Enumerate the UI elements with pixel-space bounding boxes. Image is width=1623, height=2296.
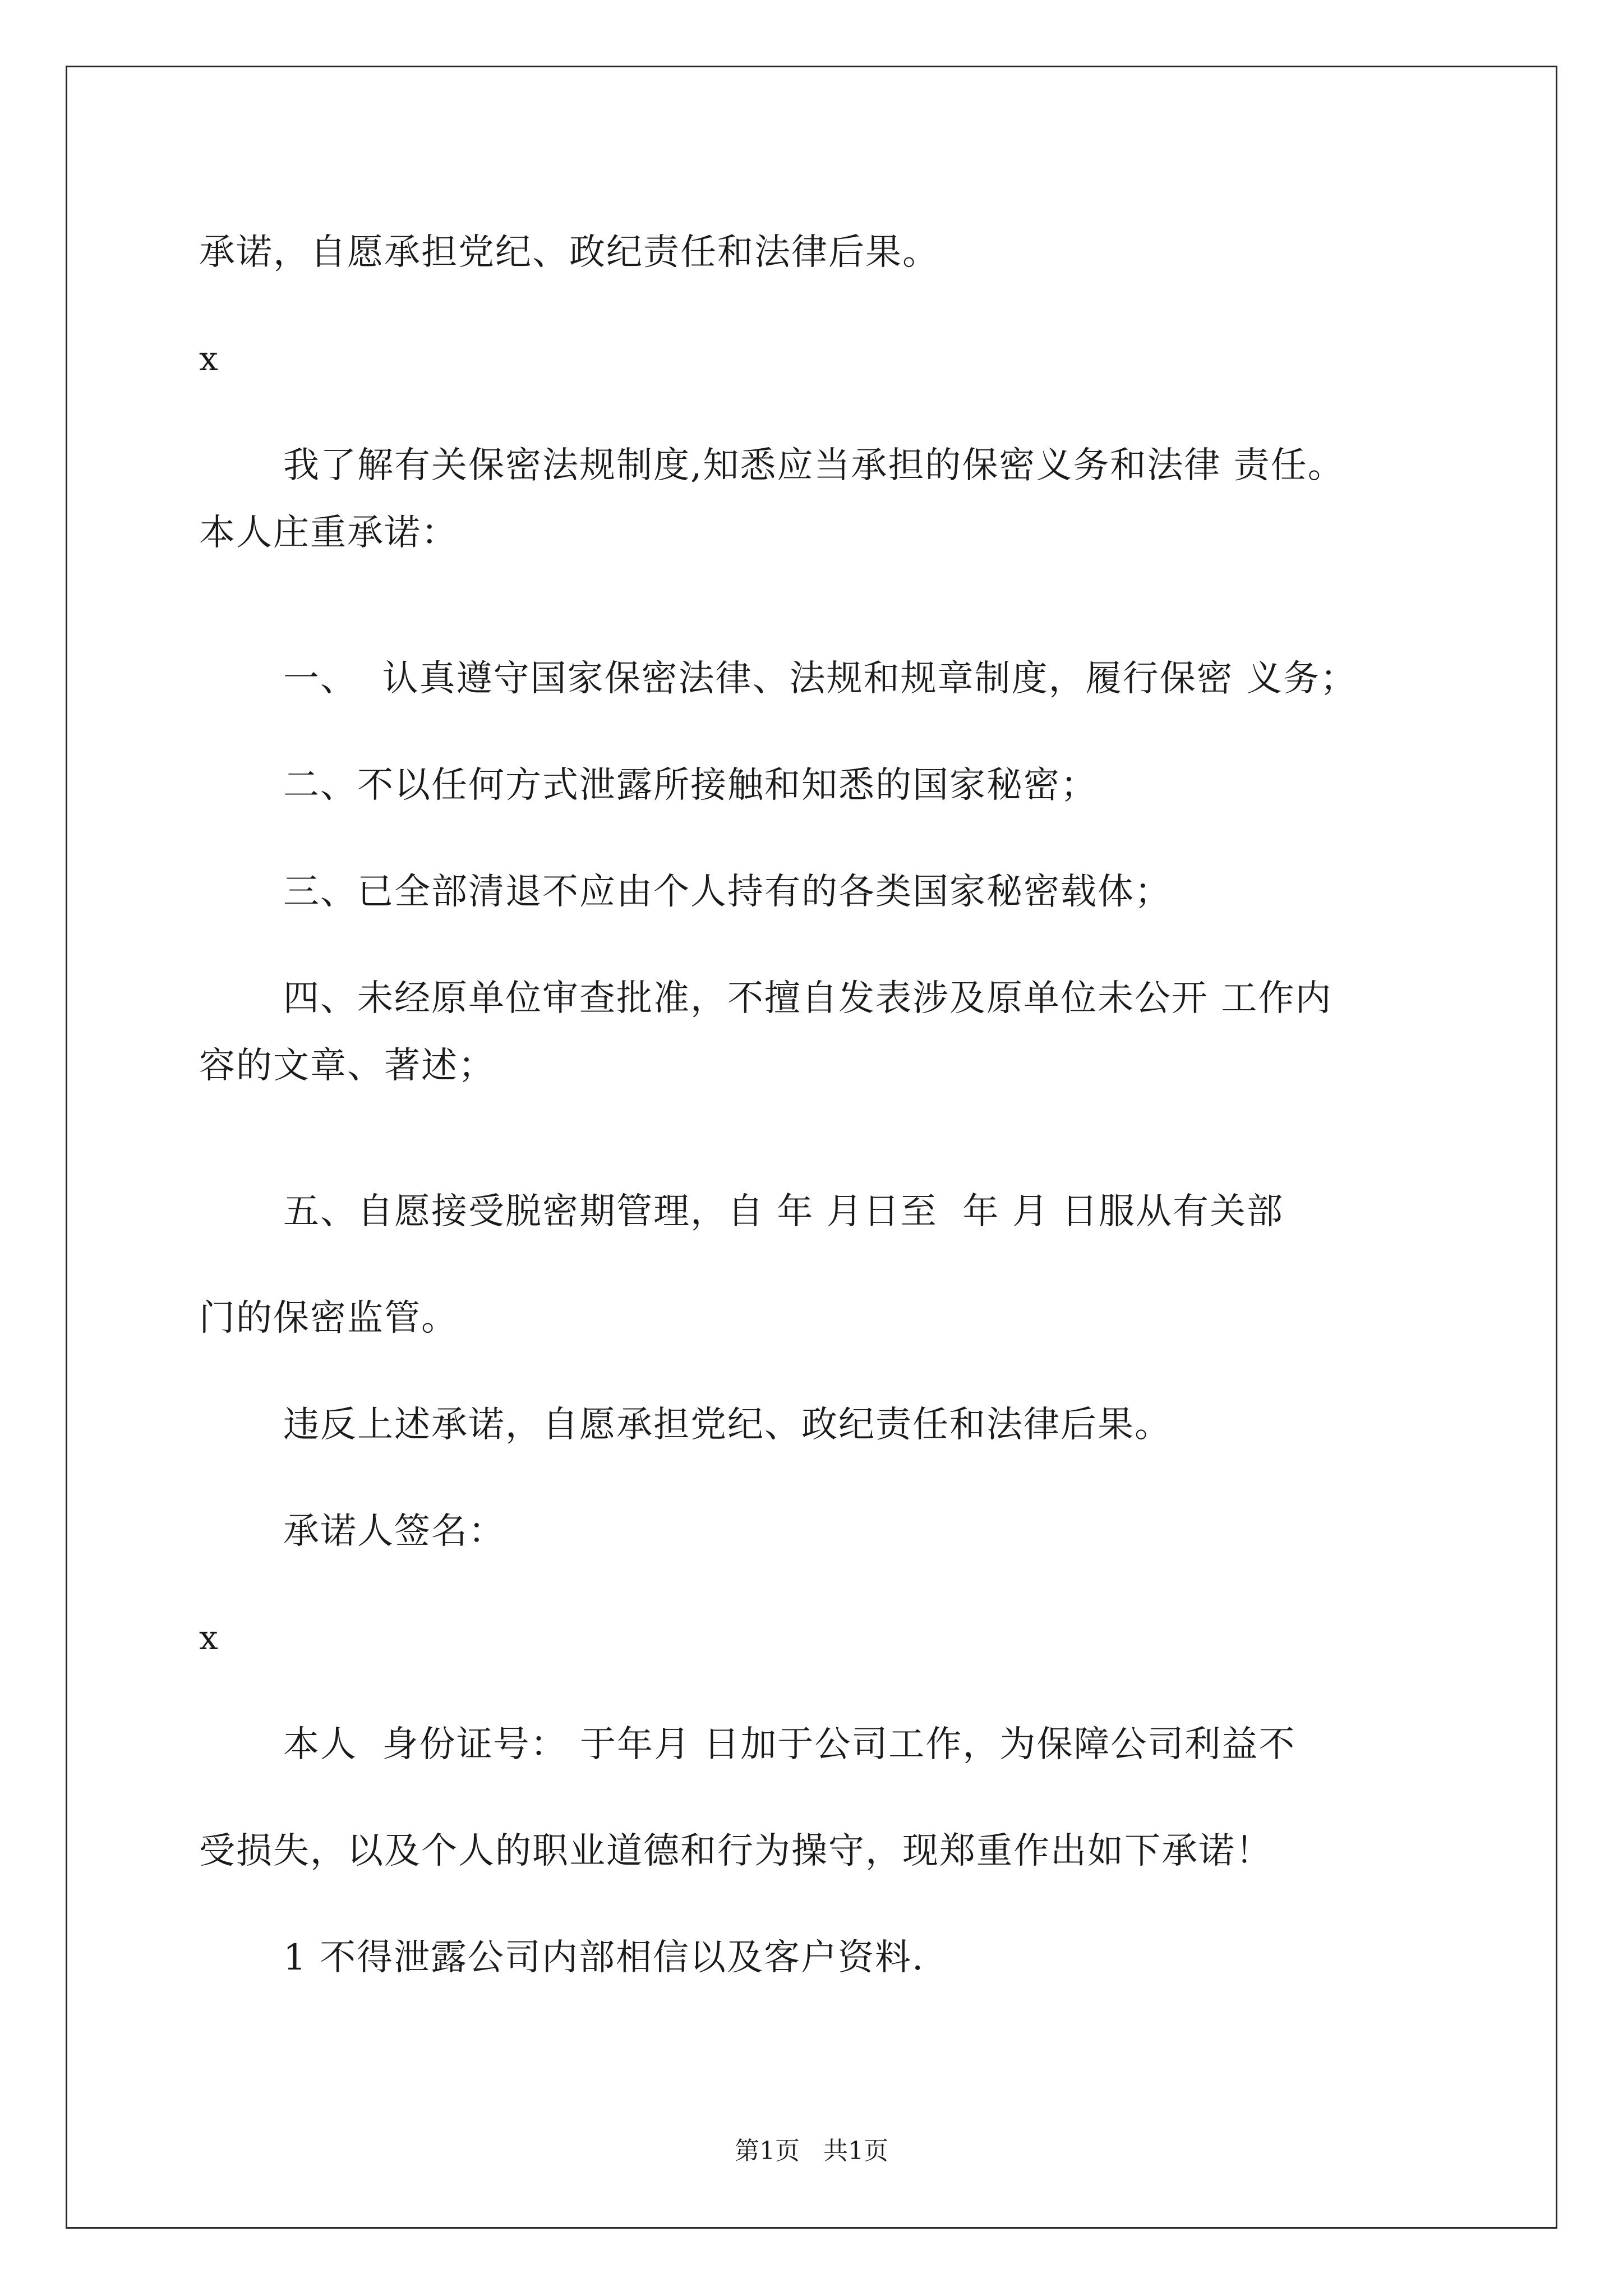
section-marker: x — [199, 339, 218, 379]
paragraph-line: 三、已全部清退不应由个人持有的各类国家秘密载体； — [283, 871, 1172, 913]
paragraph-line: 五、自愿接受脱密期管理，自 年 月日至 年 月 日服从有关部 — [283, 1191, 1284, 1232]
section-marker: x — [199, 1618, 218, 1658]
paragraph-line: 我了解有关保密法规制度,知悉应当承担的保密义务和法律 责任。 — [283, 445, 1345, 486]
paragraph-line: 本人 身份证号： 于年月 日加于公司工作，为保障公司利益不 — [283, 1724, 1296, 1765]
paragraph-line: 违反上述承诺，自愿承担党纪、政纪责任和法律后果。 — [283, 1404, 1172, 1446]
page-border — [66, 66, 1557, 2229]
paragraph-line: 二、不以任何方式泄露所接触和知悉的国家秘密； — [283, 765, 1098, 806]
paragraph-line: 一、 认真遵守国家保密法律、法规和规章制度，履行保密 义务； — [283, 658, 1358, 700]
paragraph-line: 1 不得泄露公司内部相信以及客户资料. — [283, 1937, 925, 1978]
paragraph-line: 承诺，自愿承担党纪、政纪责任和法律后果。 — [199, 232, 939, 273]
paragraph-line: 四、未经原单位审查批准，不擅自发表涉及原单位未公开 工作内 — [283, 978, 1332, 1019]
page-footer: 第1页 共1页 — [735, 2137, 888, 2165]
paragraph-line: 受损失，以及个人的职业道德和行为操守，现郑重作出如下承诺！ — [199, 1830, 1272, 1872]
signature-label: 承诺人签名： — [283, 1511, 505, 1552]
paragraph-line: 本人庄重承诺： — [199, 512, 458, 554]
paragraph-line: 门的保密监管。 — [199, 1297, 458, 1339]
paragraph-line: 容的文章、著述； — [199, 1045, 495, 1087]
